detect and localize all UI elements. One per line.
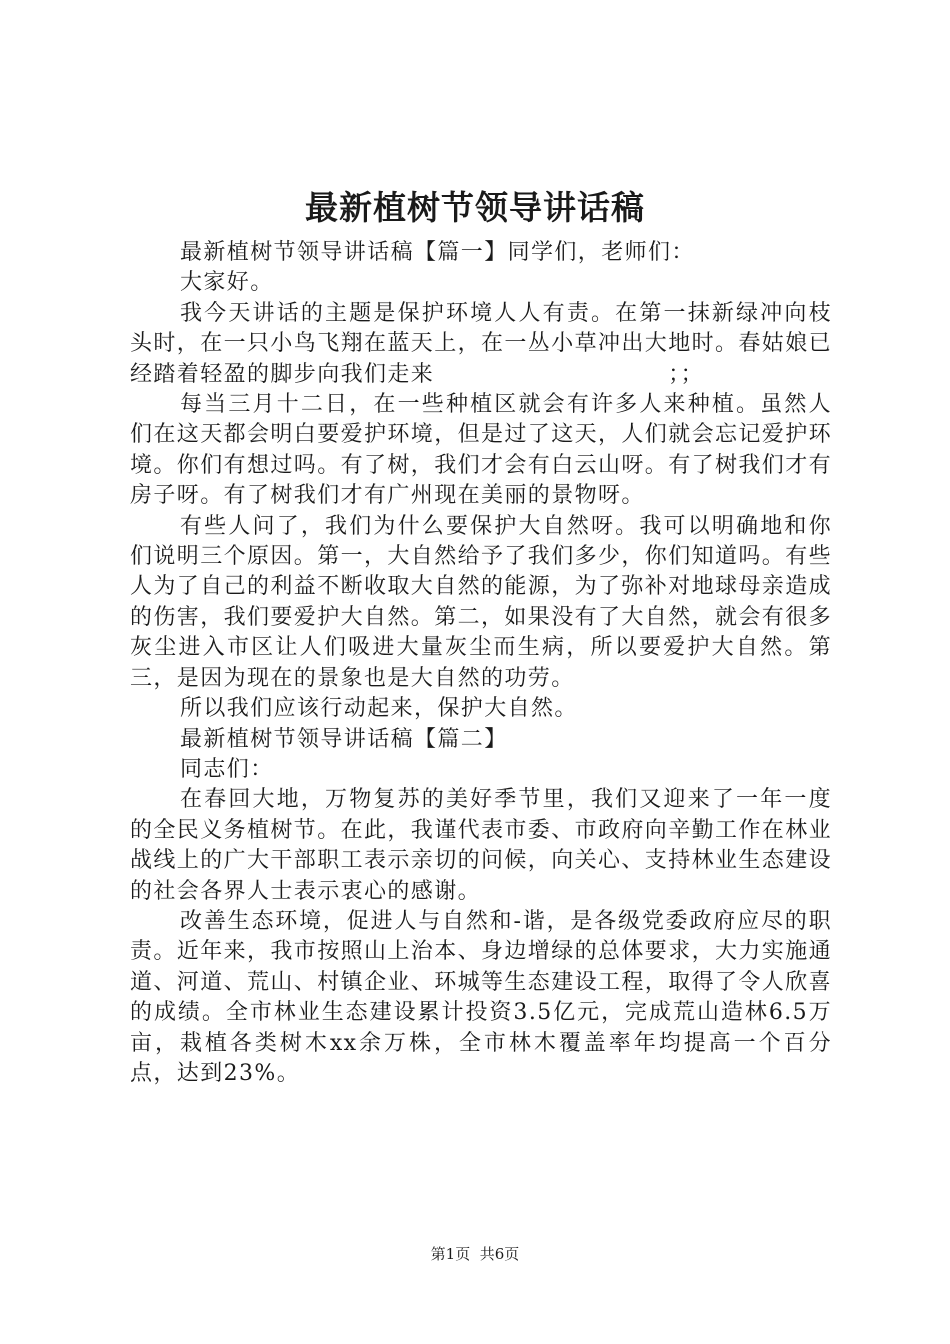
paragraph-9: 在春回大地，万物复苏的美好季节里，我们又迎来了一年一度的全民义务植树节。在此，我谨代表市委、市政府向辛勤工作在林业战线上的广大干部职工表示亲切的问候，向关心、支持林业生态建设的社会各界人士表示衷心的感谢。 [130,787,833,904]
paragraph-7: 最新植树节领导讲话稿【篇二】 [180,726,508,752]
paragraph-2: 大家好。 [180,270,274,296]
document-title: 最新植树节领导讲话稿 [305,188,645,227]
page-footer [0,1244,950,1264]
paragraph-5: 有些人问了，我们为什么要保护大自然呀。我可以明确地和你们说明三个原因。第一，大自然给予了我们多少，你们知道吗。有些人为了自己的利益不断收取大自然的能源，为了弥补对地球母亲造成的伤害，我们要爱护大自然。第二，如果没有了大自然，就会有很多灰尘进入市区让人们吸进大量灰尘而生病，所以要爱护大自然。第三，是因为现在的景象也是大自然的功劳。 [130,513,833,691]
paragraph-10: 改善生态环境，促进人与自然和-谐，是各级党委政府应尽的职责。近年来，我市按照山上治本、身边增绿的总体要求，大力实施通道、河道、荒山、村镇企业、环城等生态建设工程，取得了令人欣喜的成绩。全市林业生态建设累计投资3.5亿元，完成荒山造林6.5万亩，栽植各类树木xx余万株，全市林木覆盖率年均提高一个百分点，达到23%。 [130,908,833,1086]
paragraph-3: 我今天讲话的主题是保护环境人人有责。在第一抹新绿冲向枝头时，在一只小鸟飞翔在蓝天上，在一丛小草冲出大地时。春姑娘已经踏着轻盈的脚步向我们走来 ；； [130,300,833,387]
footer-gap [470,1245,480,1263]
paragraph-6: 所以我们应该行动起来，保护大自然。 [180,696,578,722]
paragraph-4: 每当三月十二日，在一些种植区就会有许多人来种植。虽然人们在这天都会明白要爱护环境，但是过了这天，人们就会忘记爱护环境。你们有想过吗。有了树，我们才会有白云山呀。有了树我们才有房子呀。有了树我们才有广州现在美丽的景物呀。 [130,392,833,509]
paragraph-8: 同志们： [180,756,274,782]
document-body [130,238,832,1089]
page-total: 共6页 [479,1245,520,1263]
page-number: 第1页 [430,1245,471,1263]
paragraph-1: 最新植树节领导讲话稿【篇一】同学们，老师们： [180,240,695,265]
